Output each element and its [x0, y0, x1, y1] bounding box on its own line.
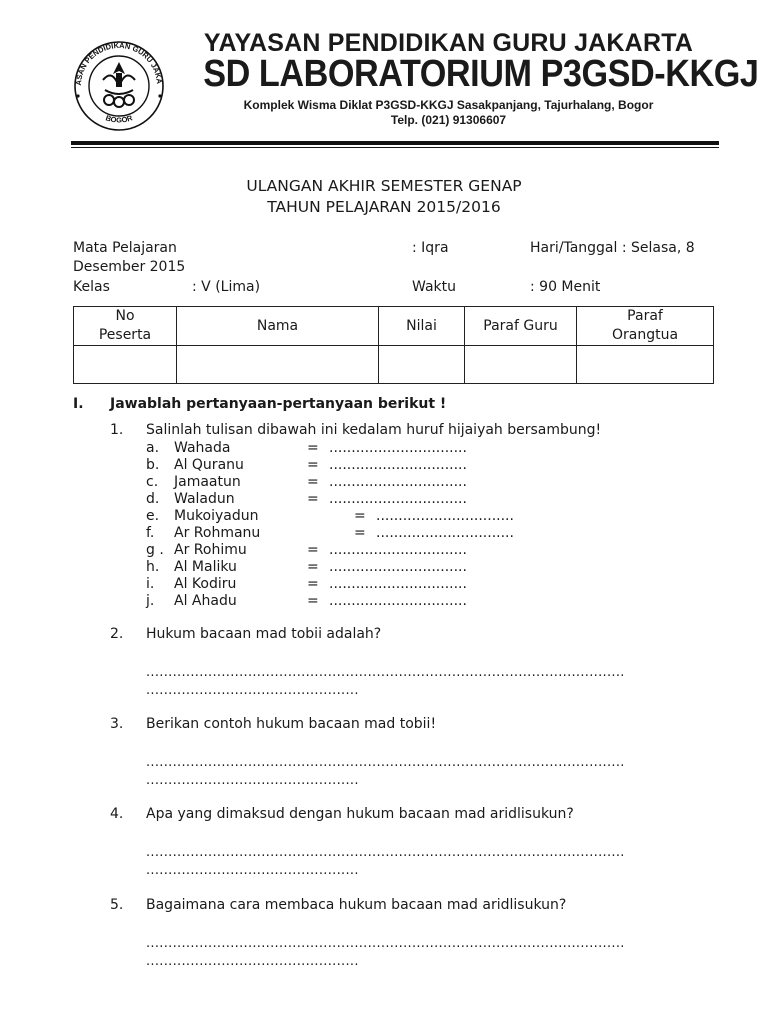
- item-blank: ...............................: [329, 440, 467, 456]
- question-number: 5.: [110, 897, 124, 913]
- item-letter: j.: [146, 593, 155, 609]
- answer-line: ............................................................................................................: [146, 936, 625, 951]
- cell-no-peserta: [74, 346, 177, 384]
- item-equals: =: [307, 457, 319, 473]
- answer-line: ................................................: [146, 954, 359, 969]
- item-blank: ...............................: [329, 491, 467, 507]
- logo-ring-bottom: BOGOR: [104, 113, 134, 125]
- header-rule-thick: [71, 141, 719, 145]
- item-equals: =: [307, 440, 319, 456]
- question-number: 3.: [110, 716, 124, 732]
- item-letter: h.: [146, 559, 160, 575]
- item-letter: g .: [146, 542, 164, 558]
- item-blank: ...............................: [329, 559, 467, 575]
- answer-line: ............................................................................................................: [146, 665, 625, 680]
- seal-icon: [67, 40, 171, 132]
- question-text: Apa yang dimaksud dengan hukum bacaan mad aridlisukun?: [146, 806, 574, 822]
- header-paraf-guru: Paraf Guru: [465, 307, 577, 346]
- score-table: [73, 306, 714, 384]
- table-header-row: [74, 307, 714, 346]
- cell-paraf-orangtua: [577, 346, 714, 384]
- item-letter: e.: [146, 508, 160, 524]
- header-paraf-orangtua: Paraf Orangtua: [577, 307, 714, 346]
- foundation-name: YAYASAN PENDIDIKAN GURU JAKARTA: [203, 29, 694, 57]
- item-word: Wahada: [174, 440, 231, 456]
- item-blank: ...............................: [329, 457, 467, 473]
- question-number: 1.: [110, 422, 124, 438]
- question-text: Bagaimana cara membaca hukum bacaan mad aridlisukun?: [146, 897, 567, 913]
- question-text: Berikan contoh hukum bacaan mad tobii!: [146, 716, 437, 732]
- exam-year: TAHUN PELAJARAN 2015/2016: [267, 198, 501, 216]
- item-word: Al Kodiru: [174, 576, 237, 592]
- header-nama: Nama: [177, 307, 379, 346]
- exam-title: ULANGAN AKHIR SEMESTER GENAP: [246, 177, 522, 195]
- item-word: Ar Rohmanu: [174, 525, 261, 541]
- item-letter: c.: [146, 474, 159, 490]
- item-equals: =: [354, 508, 366, 524]
- item-equals: =: [307, 593, 319, 609]
- time-value: : 90 Menit: [530, 279, 601, 295]
- date-label: Hari/Tanggal : Selasa, 8: [530, 240, 695, 256]
- subject-label: Mata Pelajaran: [73, 240, 177, 256]
- header-rule-thin: [71, 147, 719, 148]
- item-letter: b.: [146, 457, 160, 473]
- item-blank: ...............................: [329, 474, 467, 490]
- item-blank: ...............................: [329, 542, 467, 558]
- item-blank: ...............................: [376, 525, 514, 541]
- cell-paraf-guru: [465, 346, 577, 384]
- item-word: Waladun: [174, 491, 235, 507]
- svg-text:BOGOR: [104, 113, 134, 124]
- item-equals: =: [307, 491, 319, 507]
- question-text: Salinlah tulisan dibawah ini kedalam huruf hijaiyah bersambung!: [146, 422, 602, 438]
- item-letter: f.: [146, 525, 155, 541]
- item-word: Al Maliku: [174, 559, 237, 575]
- logo-ring-top: ASAN PENDIDIKAN GURU JAKA: [73, 40, 164, 86]
- school-phone: Telp. (021) 91306607: [390, 113, 507, 127]
- item-letter: a.: [146, 440, 160, 456]
- header-nilai: Nilai: [379, 307, 465, 346]
- item-word: Al Ahadu: [174, 593, 237, 609]
- date-continued: Desember 2015: [73, 259, 186, 275]
- item-word: Al Quranu: [174, 457, 244, 473]
- question-number: 4.: [110, 806, 124, 822]
- answer-line: ................................................: [146, 683, 359, 698]
- answer-line: ................................................: [146, 773, 359, 788]
- section-numeral: I.: [73, 396, 84, 412]
- school-logo: [67, 40, 171, 132]
- item-letter: i.: [146, 576, 155, 592]
- item-word: Ar Rohimu: [174, 542, 247, 558]
- section-instruction: Jawablah pertanyaan-pertanyaan berikut !: [110, 396, 447, 412]
- item-word: Mukoiyadun: [174, 508, 259, 524]
- section-heading: [73, 396, 447, 412]
- item-word: Jamaatun: [174, 474, 241, 490]
- item-blank: ...............................: [329, 576, 467, 592]
- class-value: : V (Lima): [192, 279, 261, 295]
- question-number: 2.: [110, 626, 124, 642]
- school-name: SD LABORATORIUM P3GSD-KKGJ: [203, 53, 759, 95]
- header-no-peserta: No Peserta: [74, 307, 177, 346]
- answer-line: ................................................: [146, 863, 359, 878]
- item-equals: =: [307, 542, 319, 558]
- item-letter: d.: [146, 491, 160, 507]
- cell-nama: [177, 346, 379, 384]
- item-blank: ...............................: [329, 593, 467, 609]
- item-equals: =: [307, 576, 319, 592]
- item-equals: =: [307, 474, 319, 490]
- item-equals: =: [307, 559, 319, 575]
- question-text: Hukum bacaan mad tobii adalah?: [146, 626, 382, 642]
- item-blank: ...............................: [376, 508, 514, 524]
- class-label: Kelas: [73, 279, 110, 295]
- answer-line: ............................................................................................................: [146, 755, 625, 770]
- time-label: Waktu: [412, 279, 456, 295]
- item-equals: =: [354, 525, 366, 541]
- table-row: [74, 346, 714, 384]
- cell-nilai: [379, 346, 465, 384]
- subject-value: : Iqra: [412, 240, 449, 256]
- answer-line: ............................................................................................................: [146, 845, 625, 860]
- school-address: Komplek Wisma Diklat P3GSD-KKGJ Sasakpanjang, Tajurhalang, Bogor: [243, 98, 654, 112]
